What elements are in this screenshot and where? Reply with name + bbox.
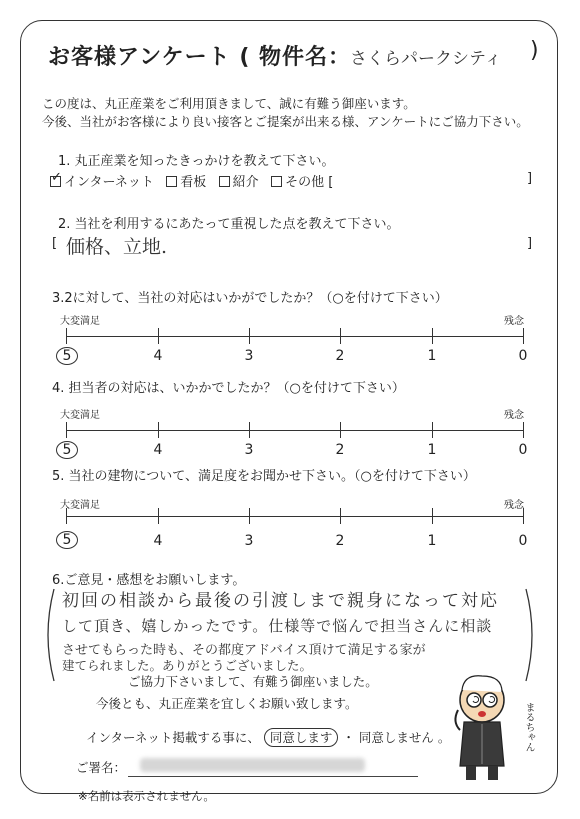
q6-answer-line-2[interactable]: して頂き、嬉しかったです。仕様等で悩んで担当さんに相談 [62, 617, 493, 635]
q5-option-2[interactable]: 2 [335, 533, 345, 549]
consent-disagree-option[interactable]: 同意しません [358, 730, 434, 745]
q4-label: 4. 担当者の対応は、いかかでしたか？（○を付けて下さい） [52, 381, 405, 396]
q3-scale-right-label: 残念 [504, 316, 524, 327]
property-name: さくらパークシティ [350, 49, 502, 69]
q5-option-1[interactable]: 1 [427, 533, 437, 549]
q5-option-5-selected[interactable]: 5 [56, 531, 78, 549]
q3-option-1[interactable]: 1 [427, 348, 437, 364]
mascot-name: まるちゃん [523, 702, 534, 752]
q4-tick [158, 422, 159, 438]
q5-tick [432, 508, 433, 524]
q4-tick [66, 422, 67, 438]
q3-tick [523, 328, 524, 344]
q5-tick [249, 508, 250, 524]
checkbox-icon[interactable] [271, 176, 282, 187]
q4-option-4[interactable]: 4 [153, 442, 163, 458]
thanks-text: ご協力下さいまして、有難う御座いました。 [128, 674, 378, 689]
consent-end: 。 [437, 730, 451, 745]
q5-tick [340, 508, 341, 524]
q3-scale-left-label: 大変満足 [60, 316, 100, 327]
q6-answer-line-4[interactable]: 建てられました。ありがとうございました。 [62, 658, 313, 673]
q3-option-0[interactable]: 0 [518, 348, 528, 364]
q6-answer-line-1[interactable]: 初回の相談から最後の引渡しまで親身になって対応 [62, 591, 499, 611]
title-close-paren: ) [530, 38, 539, 63]
q4-scale-line [66, 430, 524, 431]
q2-answer[interactable]: 価格、立地. [66, 236, 168, 258]
q5-scale-left-label: 大変満足 [60, 500, 100, 511]
intro-line-2: 今後、当社がお客様により良い接客とご提案が出来る様、アンケートにご協力下さい。 [42, 114, 529, 129]
q3-option-5-selected[interactable]: 5 [56, 347, 78, 365]
q1-option-other[interactable]: その他 [ [271, 175, 333, 190]
consent-row [86, 728, 450, 746]
q4-tick [432, 422, 433, 438]
q3-tick [158, 328, 159, 344]
q1-options [50, 171, 333, 190]
q3-option-4[interactable]: 4 [153, 348, 163, 364]
q5-scale-line [66, 516, 524, 517]
q4-option-0[interactable]: 0 [518, 442, 528, 458]
q5-option-0[interactable]: 0 [518, 533, 528, 549]
q2-open-bracket: [ [52, 236, 58, 251]
q1-label: 1. 丸正産業を知ったきっかけを教えて下さい。 [58, 154, 335, 169]
q4-option-2[interactable]: 2 [335, 442, 345, 458]
form-title: お客様アンケート ( 物件名： [48, 45, 352, 70]
q1-option-signboard[interactable]: 看板 [166, 175, 206, 190]
consent-separator: ・ [342, 730, 355, 745]
q4-option-1[interactable]: 1 [427, 442, 437, 458]
intro-line-1: この度は、丸正産業をご利用頂きまして、誠に有難う御座います。 [42, 96, 416, 111]
footnote: ※名前は表示されません。 [78, 789, 215, 803]
q3-tick [249, 328, 250, 344]
q1-option-referral[interactable]: 紹介 [219, 175, 259, 190]
q5-label: 5. 当社の建物について、満足度をお聞かせ下さい。（○を付けて下さい） [52, 469, 476, 484]
q1-close-bracket: ] [527, 171, 533, 186]
q5-scale-right-label: 残念 [504, 500, 524, 511]
signature-redacted [140, 758, 365, 772]
q3-tick [432, 328, 433, 344]
q2-label: 2. 当社を利用するにあたって重視した点を教えて下さい。 [58, 217, 400, 232]
q4-scale-left-label: 大変満足 [60, 410, 100, 421]
q3-option-3[interactable]: 3 [244, 348, 254, 364]
q5-tick [523, 508, 524, 524]
q3-tick [66, 328, 67, 344]
q5-option-3[interactable]: 3 [244, 533, 254, 549]
signature-label: ご署名： [76, 760, 127, 775]
q4-tick [249, 422, 250, 438]
q4-scale-right-label: 残念 [504, 410, 524, 421]
mascot-illustration [450, 670, 520, 786]
q4-tick [340, 422, 341, 438]
q3-tick [340, 328, 341, 344]
q3-option-2[interactable]: 2 [335, 348, 345, 364]
q2-close-bracket: ] [527, 236, 533, 251]
q6-answer-line-3[interactable]: させてもらった時も、その都度アドバイス頂けて満足する家が [62, 643, 426, 658]
signature-line [128, 776, 418, 777]
checkbox-icon[interactable] [219, 176, 230, 187]
q1-option-internet[interactable]: ✓インターネット [50, 175, 154, 190]
q5-tick [66, 508, 67, 524]
consent-agree-option-selected[interactable]: 同意します [264, 728, 339, 747]
closing-text: 今後とも、丸正産業を宜しくお願い致します。 [96, 696, 358, 711]
checkbox-icon[interactable] [166, 176, 177, 187]
q4-tick [523, 422, 524, 438]
q6-label: 6.ご意見・感想をお願いします。 [52, 573, 246, 588]
q4-option-3[interactable]: 3 [244, 442, 254, 458]
consent-prefix: インターネット掲載する事に、 [86, 730, 260, 745]
q4-option-5-selected[interactable]: 5 [56, 441, 78, 459]
q5-option-4[interactable]: 4 [153, 533, 163, 549]
checkbox-checked-icon[interactable] [50, 176, 61, 187]
q3-scale-line [66, 336, 524, 337]
q3-label: 3.2に対して、当社の対応はいかがでしたか？（○を付けて下さい） [52, 291, 448, 306]
q5-tick [158, 508, 159, 524]
